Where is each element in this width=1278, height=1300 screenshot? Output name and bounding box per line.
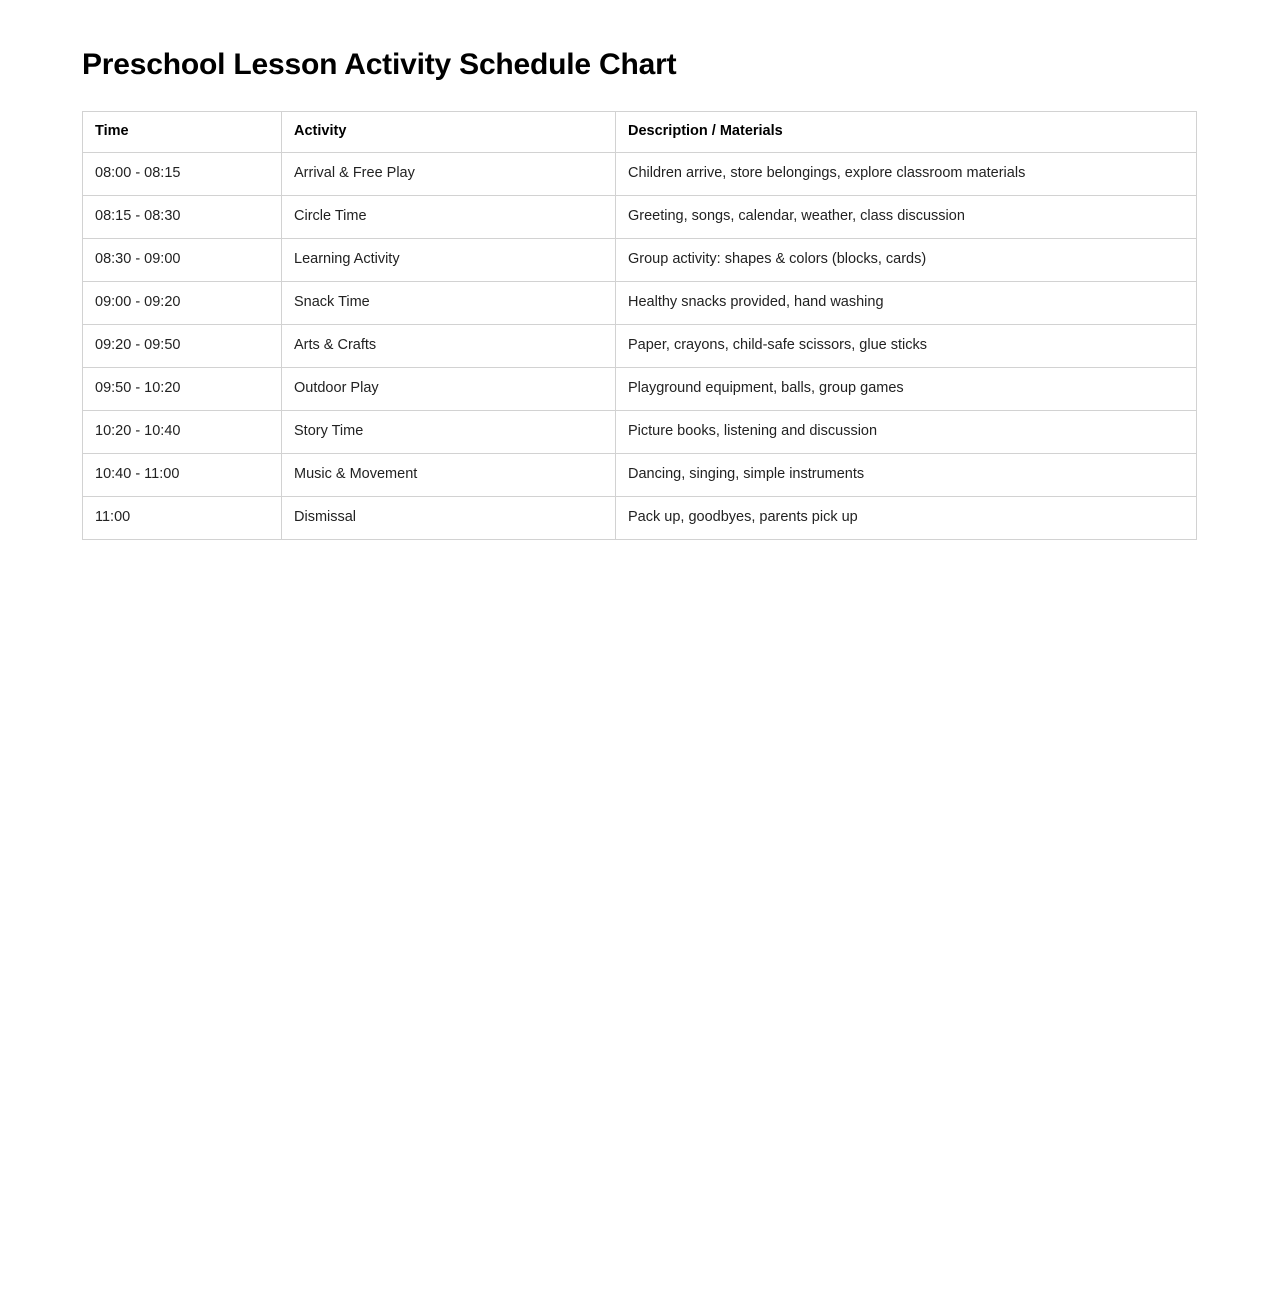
cell-description: Pack up, goodbyes, parents pick up bbox=[616, 496, 1197, 539]
cell-description: Playground equipment, balls, group games bbox=[616, 367, 1197, 410]
table-row bbox=[83, 152, 1197, 195]
schedule-table bbox=[82, 111, 1197, 540]
table-row bbox=[83, 410, 1197, 453]
column-header-description: Description / Materials bbox=[616, 111, 1197, 152]
cell-description: Group activity: shapes & colors (blocks, cards) bbox=[616, 238, 1197, 281]
cell-time: 10:40 - 11:00 bbox=[83, 453, 282, 496]
cell-time: 11:00 bbox=[83, 496, 282, 539]
cell-time: 08:00 - 08:15 bbox=[83, 152, 282, 195]
cell-time: 10:20 - 10:40 bbox=[83, 410, 282, 453]
cell-activity: Story Time bbox=[282, 410, 616, 453]
table-header-row bbox=[83, 111, 1197, 152]
table-row bbox=[83, 453, 1197, 496]
column-header-activity: Activity bbox=[282, 111, 616, 152]
table-row bbox=[83, 281, 1197, 324]
table-row bbox=[83, 238, 1197, 281]
cell-description: Greeting, songs, calendar, weather, class discussion bbox=[616, 195, 1197, 238]
cell-activity: Circle Time bbox=[282, 195, 616, 238]
cell-description: Picture books, listening and discussion bbox=[616, 410, 1197, 453]
cell-activity: Arts & Crafts bbox=[282, 324, 616, 367]
table-row bbox=[83, 367, 1197, 410]
cell-time: 08:30 - 09:00 bbox=[83, 238, 282, 281]
table-row bbox=[83, 496, 1197, 539]
page-container bbox=[0, 0, 1278, 540]
table-row bbox=[83, 195, 1197, 238]
cell-activity: Music & Movement bbox=[282, 453, 616, 496]
cell-description: Dancing, singing, simple instruments bbox=[616, 453, 1197, 496]
cell-activity: Arrival & Free Play bbox=[282, 152, 616, 195]
cell-activity: Snack Time bbox=[282, 281, 616, 324]
cell-description: Children arrive, store belongings, explore classroom materials bbox=[616, 152, 1197, 195]
cell-description: Healthy snacks provided, hand washing bbox=[616, 281, 1197, 324]
table-body bbox=[83, 152, 1197, 539]
page-title: Preschool Lesson Activity Schedule Chart bbox=[82, 48, 677, 81]
table-header bbox=[83, 111, 1197, 152]
cell-activity: Learning Activity bbox=[282, 238, 616, 281]
cell-time: 09:50 - 10:20 bbox=[83, 367, 282, 410]
cell-description: Paper, crayons, child-safe scissors, glue sticks bbox=[616, 324, 1197, 367]
cell-activity: Dismissal bbox=[282, 496, 616, 539]
column-header-time: Time bbox=[83, 111, 282, 152]
cell-time: 09:20 - 09:50 bbox=[83, 324, 282, 367]
cell-time: 09:00 - 09:20 bbox=[83, 281, 282, 324]
cell-activity: Outdoor Play bbox=[282, 367, 616, 410]
cell-time: 08:15 - 08:30 bbox=[83, 195, 282, 238]
table-row bbox=[83, 324, 1197, 367]
